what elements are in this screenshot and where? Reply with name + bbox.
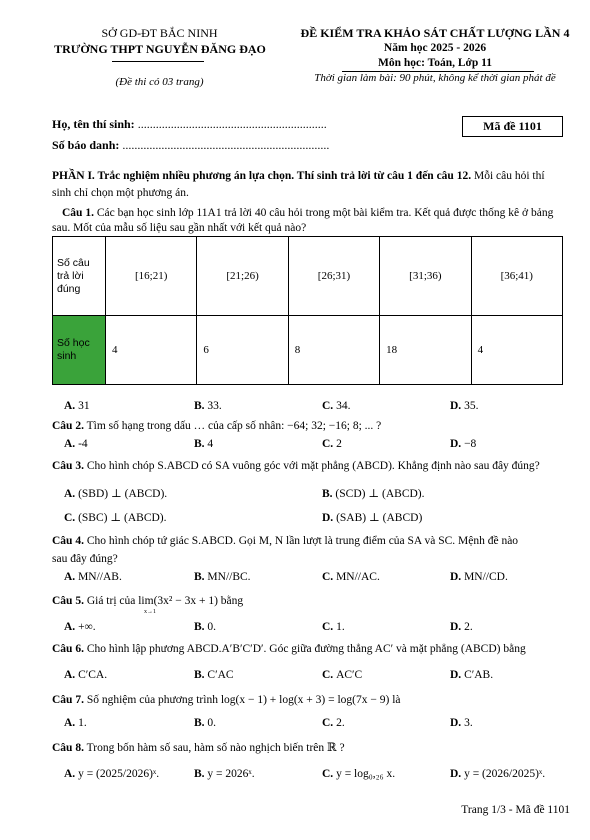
q5-limit-subscript: x→1 <box>144 609 156 615</box>
option-text: C′AC <box>207 669 234 681</box>
q1-option-a[interactable]: A. 31 <box>64 400 90 412</box>
subject: Môn học: Toán, Lớp 11 <box>377 57 493 69</box>
option-text: C′CA. <box>78 669 108 681</box>
q5-option-c[interactable]: C. 1. <box>322 621 345 633</box>
interval-cell: [16;21) <box>106 237 197 316</box>
exam-time: Thời gian làm bài: 90 phút, không kể thời gian phát đề <box>314 72 556 84</box>
option-text: 31 <box>78 400 90 412</box>
q8-option-c[interactable]: C. y = log₀,₂₆ x. <box>322 768 396 780</box>
count-cell: 18 <box>380 316 471 385</box>
part1-title <box>52 170 572 182</box>
option-text: +∞. <box>78 621 96 633</box>
student-id-label: Số báo danh: <box>52 138 120 152</box>
option-text: 2. <box>464 621 473 633</box>
q3-option-d[interactable]: D. (SAB) ⊥ (ABCD) <box>322 512 423 524</box>
option-text: 2. <box>336 717 345 729</box>
q2-option-d[interactable]: D. −8 <box>450 438 477 450</box>
option-text: 1. <box>336 621 345 633</box>
q1-text: Các bạn học sinh lớp 11A1 trả lời 40 câu hỏi trong một bài kiểm tra. Kết quả được thống kê ở bảng <box>93 207 554 219</box>
q7-text-line <box>52 694 401 706</box>
q2-number: Câu 2. <box>52 420 84 432</box>
q2-option-b[interactable]: B. 4 <box>194 438 214 450</box>
part1-title-line2: sinh chỉ chọn một phương án. <box>52 187 189 199</box>
q6-option-c[interactable]: C. AC′C <box>322 669 363 681</box>
count-cell: 6 <box>197 316 288 385</box>
interval-cell: [31;36) <box>380 237 471 316</box>
interval-cell: [21;26) <box>197 237 288 316</box>
q4-option-c[interactable]: C. MN//AC. <box>322 571 380 583</box>
q1-option-c[interactable]: C. 34. <box>322 400 351 412</box>
q8-option-d[interactable]: D. y = (2026/2025)ˣ. <box>450 768 546 780</box>
exam-code-box: Mã đề 1101 <box>462 116 563 137</box>
option-text: (SBD) ⊥ (ABCD). <box>78 488 168 500</box>
part1-title-rest: Mỗi câu hỏi thí <box>471 170 545 182</box>
q7-option-a[interactable]: A. 1. <box>64 717 87 729</box>
option-text: 35. <box>464 400 479 412</box>
interval-cell: [36;41) <box>471 237 562 316</box>
q7-option-b[interactable]: B. 0. <box>194 717 217 729</box>
option-text: 1. <box>78 717 87 729</box>
q4-number: Câu 4. <box>52 535 84 547</box>
q8-option-b[interactable]: B. y = 2026ˣ. <box>194 768 255 780</box>
q7-number: Câu 7. <box>52 694 84 706</box>
q1-text-line1 <box>62 207 553 219</box>
row-label-students: Số học sinh <box>53 316 106 385</box>
q4-option-a[interactable]: A. MN//AB. <box>64 571 122 583</box>
student-name-label: Họ, tên thí sinh: <box>52 117 135 131</box>
q7-text: Số nghiệm của phương trình log(x − 1) + log(x + 3) = log(7x − 9) là <box>83 694 401 706</box>
q6-number: Câu 6. <box>52 643 84 655</box>
q1-option-d[interactable]: D. 35. <box>450 400 479 412</box>
student-name-field[interactable]: ............................................................... <box>137 117 327 131</box>
q7-option-c[interactable]: C. 2. <box>322 717 345 729</box>
q3-option-b[interactable]: B. (SCD) ⊥ (ABCD). <box>322 488 425 500</box>
option-text: 0. <box>207 717 217 729</box>
q6-option-b[interactable]: B. C′AC <box>194 669 234 681</box>
q8-text: Trong bốn hàm số sau, hàm số nào nghịch biến trên ℝ ? <box>83 742 345 754</box>
student-name-row <box>52 117 327 132</box>
q6-text: Cho hình lập phương ABCD.A′B′C′D′. Góc giữa đường thẳng AC′ và mặt phẳng (ABCD) bằng <box>83 643 526 655</box>
option-text: MN//AB. <box>78 571 122 583</box>
exam-title: ĐỀ KIỂM TRA KHẢO SÁT CHẤT LƯỢNG LẦN 4 <box>300 26 570 40</box>
q8-option-a[interactable]: A. y = (2025/2026)ˣ. <box>64 768 160 780</box>
q4-option-d[interactable]: D. MN//CD. <box>450 571 508 583</box>
part1-title-bold: PHẦN I. Trắc nghiệm nhiều phương án lựa chọn. Thí sinh trả lời từ câu 1 đến câu 12. <box>52 170 472 182</box>
q4-text-line2: sau đây đúng? <box>52 553 118 565</box>
option-text: (SBC) ⊥ (ABCD). <box>78 512 167 524</box>
table-row <box>53 237 563 316</box>
student-id-row <box>52 138 329 153</box>
q2-option-a[interactable]: A. -4 <box>64 438 88 450</box>
pages-note: (Đề thi có 03 trang) <box>115 76 204 88</box>
q2-text: Tìm số hạng trong dấu … của cấp số nhân: −64; 32; −16; 8; ... ? <box>83 420 382 432</box>
option-text: -4 <box>78 438 88 450</box>
q2-option-c[interactable]: C. 2 <box>322 438 342 450</box>
option-text: −8 <box>464 438 477 450</box>
q3-text: Cho hình chóp S.ABCD có SA vuông góc với mặt phẳng (ABCD). Khẳng định nào sau đây đúng? <box>83 460 540 472</box>
q5-text: Giá trị của lim(3x² − 3x + 1) bằng <box>83 595 244 607</box>
q6-option-a[interactable]: A. C′CA. <box>64 669 108 681</box>
option-text: y = log₀,₂₆ x. <box>336 768 396 780</box>
option-text: 33. <box>207 400 222 412</box>
q3-number: Câu 3. <box>52 460 84 472</box>
dept-name: SỞ GD-ĐT BẮC NINH <box>101 26 218 40</box>
q5-text-line <box>52 595 243 607</box>
q8-text-line <box>52 740 345 754</box>
q5-option-d[interactable]: D. 2. <box>450 621 473 633</box>
q5-number: Câu 5. <box>52 595 84 607</box>
option-text: 0. <box>207 621 217 633</box>
q1-table <box>52 236 563 385</box>
q6-option-d[interactable]: D. C′AB. <box>450 669 494 681</box>
q3-text-line <box>52 460 540 472</box>
option-text: MN//CD. <box>464 571 508 583</box>
option-text: 4 <box>207 438 214 450</box>
q4-text: Cho hình chóp tứ giác S.ABCD. Gọi M, N lần lượt là trung điểm của SA và SC. Mệnh đề nào <box>83 535 519 547</box>
q4-text-line1 <box>52 535 518 547</box>
count-cell: 4 <box>106 316 197 385</box>
option-text: y = (2026/2025)ˣ. <box>464 768 546 780</box>
row-label-correct: Số câu trả lời đúng <box>53 237 106 316</box>
q7-option-d[interactable]: D. 3. <box>450 717 473 729</box>
interval-cell: [26;31) <box>288 237 379 316</box>
table-row <box>53 316 563 385</box>
school-name: TRƯỜNG THPT NGUYỄN ĐĂNG ĐẠO <box>54 42 266 56</box>
student-id-field[interactable]: ..................................................................... <box>122 138 330 152</box>
option-text: C′AB. <box>464 669 494 681</box>
option-text: MN//AC. <box>336 571 380 583</box>
option-text: y = 2026ˣ. <box>207 768 255 780</box>
option-text: (SCD) ⊥ (ABCD). <box>335 488 425 500</box>
q8-number: Câu 8. <box>52 742 84 754</box>
school-year: Năm học 2025 - 2026 <box>383 42 487 54</box>
count-cell: 8 <box>288 316 379 385</box>
option-text: 2 <box>336 438 342 450</box>
q1-option-b[interactable]: B. 33. <box>194 400 222 412</box>
q3-option-a[interactable]: A. (SBD) ⊥ (ABCD). <box>64 488 168 500</box>
q3-option-c[interactable]: C. (SBC) ⊥ (ABCD). <box>64 512 167 524</box>
option-text: AC′C <box>336 669 363 681</box>
q4-option-b[interactable]: B. MN//BC. <box>194 571 251 583</box>
q5-option-b[interactable]: B. 0. <box>194 621 217 633</box>
option-text: 34. <box>336 400 351 412</box>
q5-option-a[interactable]: A. +∞. <box>64 621 96 633</box>
q1-number: Câu 1. <box>62 207 94 219</box>
count-cell: 4 <box>471 316 562 385</box>
page-footer: Trang 1/3 - Mã đề 1101 <box>461 804 570 816</box>
q2-text-line <box>52 420 381 432</box>
q6-text-line <box>52 643 526 655</box>
divider <box>112 61 204 62</box>
option-text: (SAB) ⊥ (ABCD) <box>336 512 423 524</box>
option-text: y = (2025/2026)ˣ. <box>78 768 160 780</box>
option-text: 3. <box>464 717 473 729</box>
option-text: MN//BC. <box>207 571 251 583</box>
q1-text-line2: sau. Mốt của mẫu số liệu sau gần nhất với kết quả nào? <box>52 222 307 234</box>
